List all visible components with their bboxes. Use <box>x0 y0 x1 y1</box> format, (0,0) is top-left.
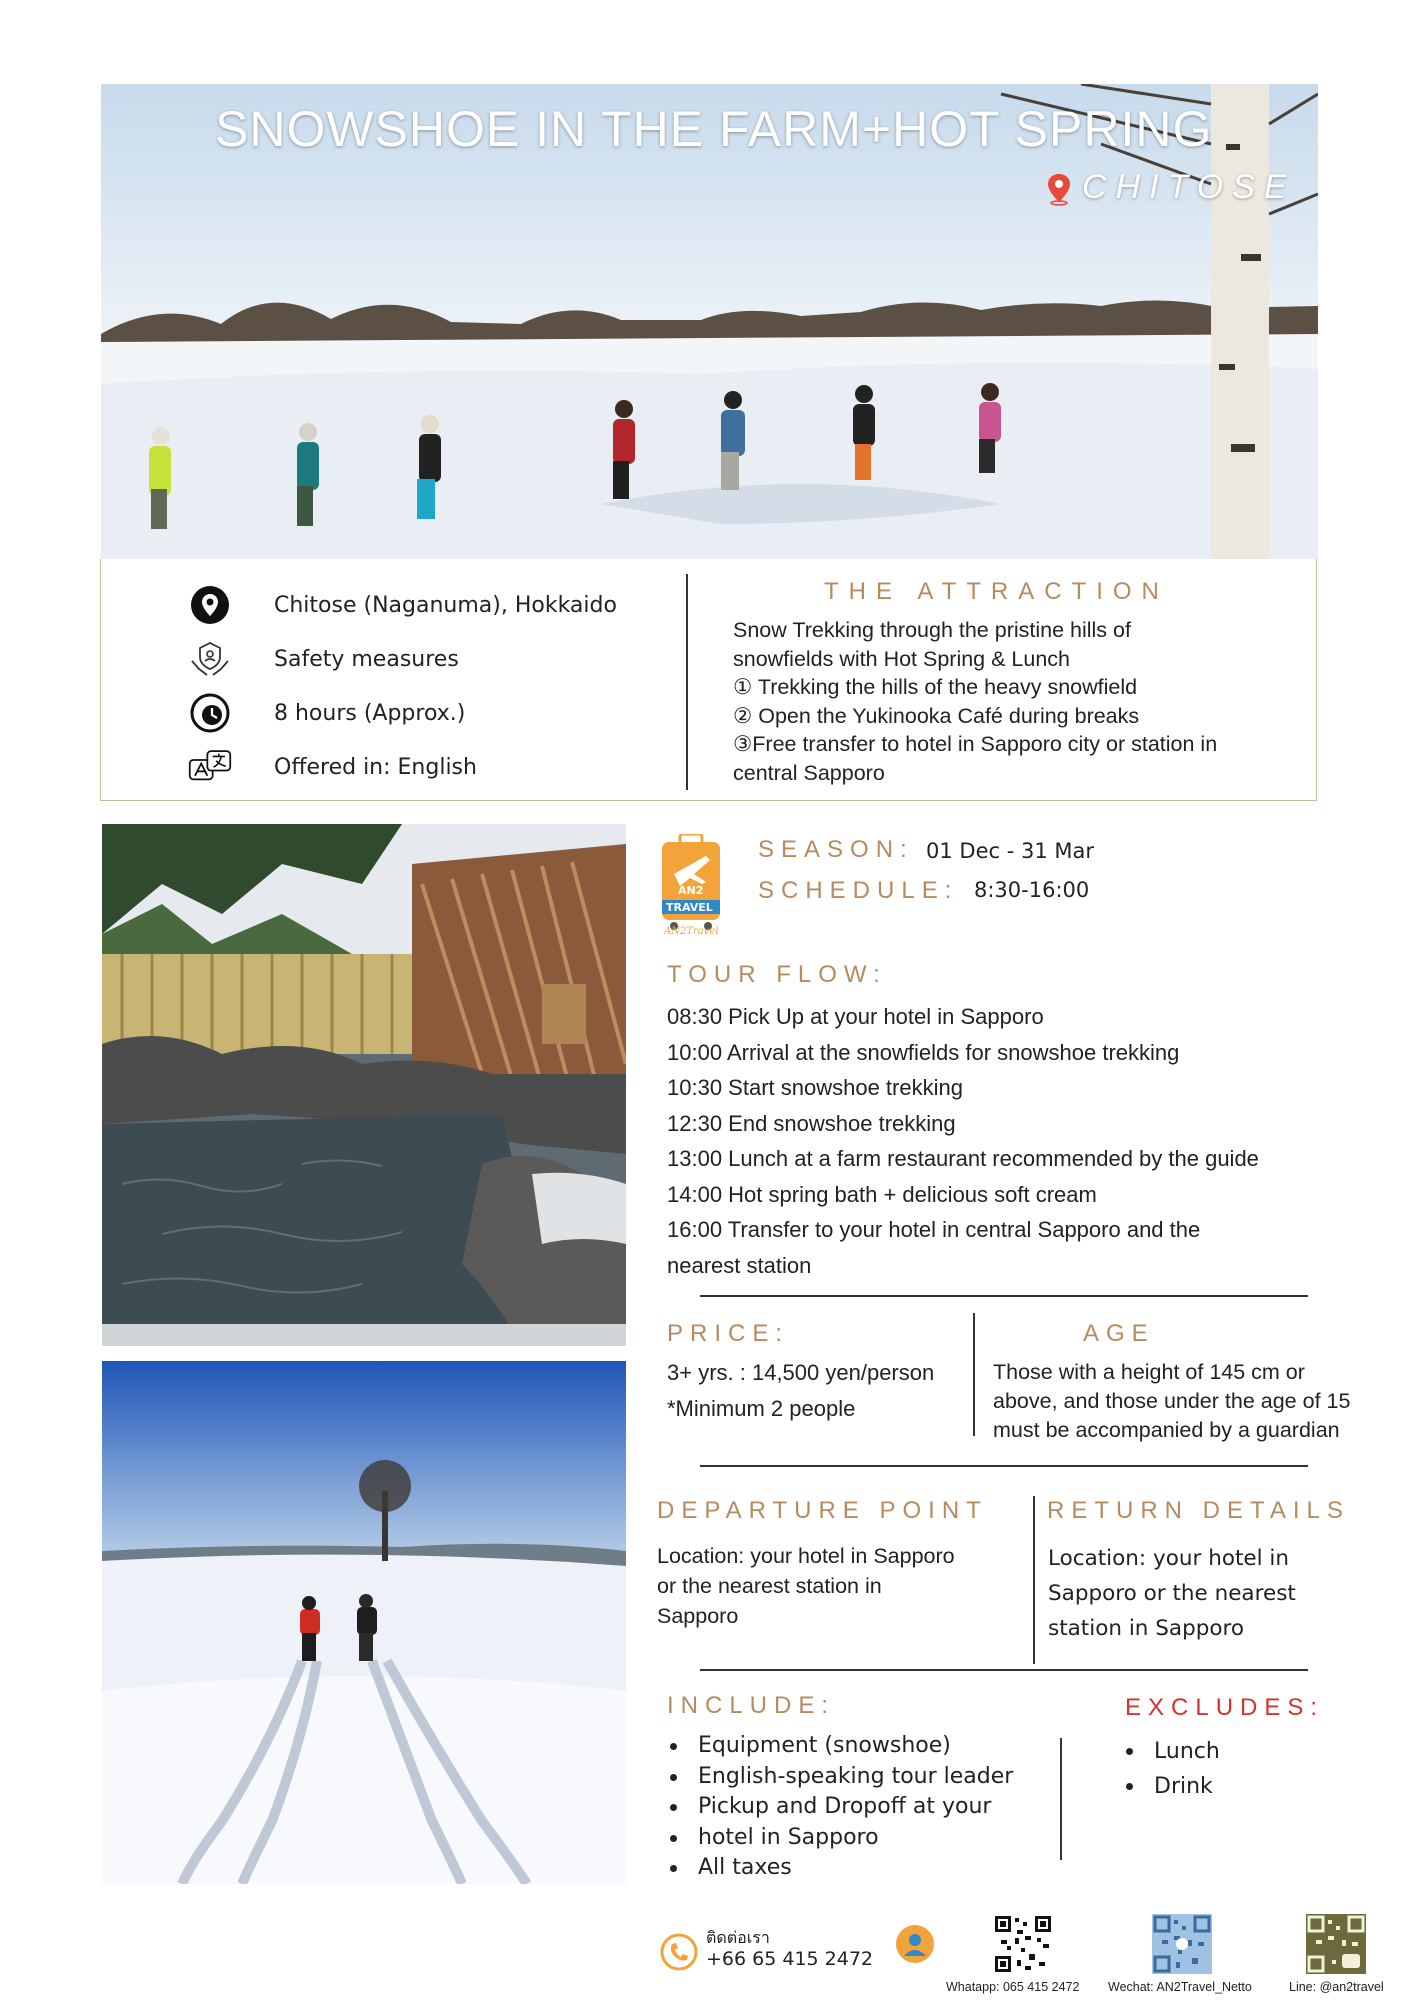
return-line: Sapporo or the nearest <box>1048 1581 1296 1606</box>
tour-flow-list <box>667 1002 1347 1286</box>
attraction-line: ① Trekking the hills of the heavy snowfield <box>733 675 1138 699</box>
hero-city: CHITOSE <box>1082 168 1296 206</box>
info-duration <box>188 691 466 735</box>
translate-icon <box>188 745 232 789</box>
season-value: 01 Dec - 31 Mar <box>926 839 1094 863</box>
info-language-text: Offered in: English <box>274 754 477 780</box>
include-item: English-speaking tour leader <box>670 1762 1013 1793</box>
wechat-caption: Wechat: AN2Travel_Netto <box>1108 1980 1252 1994</box>
age-body <box>993 1358 1413 1445</box>
tour-flow-item: 14:00 Hot spring bath + delicious soft cream <box>667 1181 1097 1207</box>
include-list <box>670 1731 1013 1884</box>
include-item: Equipment (snowshoe) <box>670 1731 1013 1762</box>
attraction-body <box>733 616 1308 787</box>
info-divider <box>686 574 688 790</box>
exclude-item: Drink <box>1126 1769 1220 1804</box>
safety-hands-icon <box>188 637 232 681</box>
departure-body <box>657 1541 997 1631</box>
attraction-line: ③Free transfer to hotel in Sapporo city or station in <box>733 732 1218 756</box>
include-heading: INCLUDE: <box>667 1692 836 1719</box>
excludes-list <box>1126 1734 1220 1804</box>
whatsapp-qr-icon[interactable] <box>993 1914 1053 1974</box>
divider <box>973 1313 975 1436</box>
tour-flow-item: 13:00 Lunch at a farm restaurant recommended by the guide <box>667 1146 1259 1171</box>
tour-flow-item: 08:30 Pick Up at your hotel in Sapporo <box>667 1004 1044 1029</box>
departure-line: Location: your hotel in Sapporo <box>657 1544 955 1568</box>
tour-flow-heading: TOUR FLOW: <box>667 961 887 988</box>
info-location <box>188 583 617 627</box>
return-body <box>1048 1541 1348 1646</box>
wechat-qr-icon[interactable] <box>1152 1914 1212 1974</box>
departure-line: or the nearest station in <box>657 1574 882 1598</box>
attraction-line: central Sapporo <box>733 760 885 785</box>
include-item-text: hotel in Sapporo <box>698 1824 879 1850</box>
info-safety-text: Safety measures <box>274 646 459 672</box>
info-duration-text: 8 hours (Approx.) <box>274 700 466 726</box>
age-line: Those with a height of 145 cm or <box>993 1360 1305 1384</box>
divider <box>700 1669 1308 1671</box>
tour-flow-item: nearest station <box>667 1252 812 1278</box>
logo-text: AN2 <box>678 884 704 897</box>
tour-flow-item: 10:30 Start snowshoe trekking <box>667 1075 963 1100</box>
exclude-item: Lunch <box>1126 1734 1220 1769</box>
departure-heading: DEPARTURE POINT <box>657 1497 988 1524</box>
age-heading: AGE <box>1083 1320 1155 1347</box>
price-heading: PRICE: <box>667 1320 790 1347</box>
divider <box>700 1295 1308 1297</box>
return-line: Location: your hotel in <box>1048 1546 1290 1571</box>
season-label: SEASON: <box>758 836 914 863</box>
return-heading: RETURN DETAILS <box>1047 1497 1350 1524</box>
contact-phone[interactable]: +66 65 415 2472 <box>706 1948 874 1970</box>
tour-flow-item: 16:00 Transfer to your hotel in central Sapporo and the <box>667 1217 1201 1242</box>
logo-script: AN2Travel <box>664 926 719 937</box>
location-pin-icon <box>1044 172 1074 210</box>
departure-line: Sapporo <box>657 1604 739 1628</box>
return-line: station in Sapporo <box>1048 1616 1245 1641</box>
info-safety <box>188 637 459 681</box>
attraction-line: snowfields with Hot Spring & Lunch <box>733 646 1071 671</box>
line-caption: Line: @an2travel <box>1289 1980 1384 1994</box>
hot-spring-photo <box>102 824 626 1346</box>
attraction-heading: THE ATTRACTION <box>824 578 1169 605</box>
map-pin-icon <box>188 583 232 627</box>
avatar-icon <box>895 1924 935 1968</box>
age-line: must be accompanied by a guardian <box>993 1418 1340 1442</box>
include-item-continued <box>670 1823 1013 1854</box>
info-language <box>188 745 477 789</box>
tour-flow-item: 12:30 End snowshoe trekking <box>667 1110 956 1136</box>
info-location-text: Chitose (Naganuma), Hokkaido <box>274 592 617 618</box>
divider <box>700 1465 1308 1467</box>
line-qr-icon[interactable] <box>1306 1914 1366 1974</box>
divider <box>1060 1738 1062 1860</box>
attraction-line: ② Open the Yukinooka Café during breaks <box>733 703 1140 728</box>
excludes-heading: EXCLUDES: <box>1125 1694 1325 1721</box>
phone-icon[interactable] <box>660 1933 698 1975</box>
an2-travel-logo <box>660 834 722 944</box>
clock-icon <box>188 691 232 735</box>
logo-subtext: TRAVEL <box>666 901 713 914</box>
schedule-value: 8:30-16:00 <box>974 878 1090 902</box>
price-note: *Minimum 2 people <box>667 1396 856 1421</box>
tour-flow-item: 10:00 Arrival at the snowfields for snowshoe trekking <box>667 1039 1180 1065</box>
hero-title: SNOWSHOE IN THE FARM+HOT SPRING <box>215 101 1213 157</box>
schedule-label: SCHEDULE: <box>758 877 959 904</box>
contact-label: ติดต่อเรา <box>706 1928 770 1947</box>
age-line: above, and those under the age of 15 <box>993 1389 1351 1413</box>
whatsapp-caption: Whatapp: 065 415 2472 <box>946 1980 1080 1994</box>
price-value: 3+ yrs. : 14,500 yen/person <box>667 1360 935 1385</box>
snow-trek-photo <box>102 1361 626 1884</box>
include-item: Pickup and Dropoff at your <box>670 1792 1013 1823</box>
attraction-line: Snow Trekking through the pristine hills of <box>733 618 1131 642</box>
divider <box>1033 1496 1035 1664</box>
include-item: All taxes <box>670 1853 1013 1884</box>
